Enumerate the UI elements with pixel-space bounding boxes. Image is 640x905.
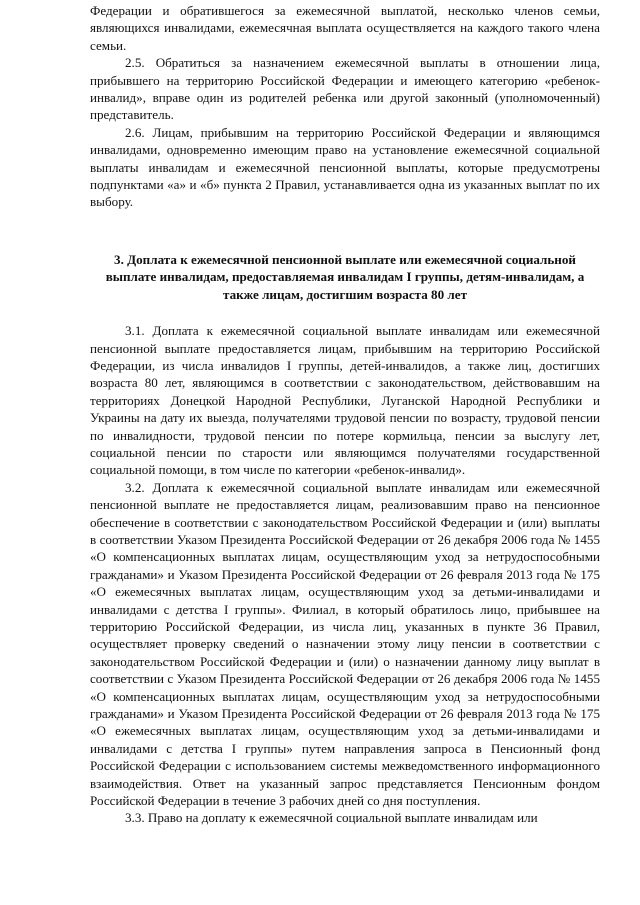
paragraph-2-5: 2.5. Обратиться за назначением ежемесячной выплаты в отношении лица, прибывшего на территорию Российской Федерации и имеющего категорию «ребенок-инвалид», вправе один из родителей ребенка или другой законный (уполномоченный) представитель. — [90, 55, 600, 123]
paragraph-2-4-continued: Федерации и обратившегося за ежемесячной выплатой, несколько членов семьи, являющихся инвалидами, ежемесячная выплата осуществляется на каждого такого члена семьи. — [90, 3, 600, 53]
section-spacer — [90, 211, 600, 251]
section-3-heading: 3. Доплата к ежемесячной пенсионной выплате или ежемесячной социальной выплате инвалидам, предоставляемая инвалидам I группы, детям-инвалидам, а также лицам, достигшим возраста 80 лет — [105, 251, 585, 302]
document-page — [90, 2, 600, 827]
paragraph-2-6: 2.6. Лицам, прибывшим на территорию Российской Федерации и являющимся инвалидами, одновременно имеющим право на установление ежемесячной социальной выплаты инвалидам и ежемесячной пенсионной выплаты, которые предусмотрены подпунктами «а» и «б» пункта 2 Правил, устанавливается одна из указанных выплат по их выбору. — [90, 124, 600, 210]
paragraph-3-1: 3.1. Доплата к ежемесячной социальной выплате инвалидам или ежемесячной пенсионной выплате предоставляется лицам, прибывшим на территорию Российской Федерации, из числа инвалидов I группы, детей-инвалидов, а также лиц, достигших возраста 80 лет, являющимся в соответствии с законодательством, действовавшим на территориях Донецкой Народной Республики, Луганской Народной Республики и Украины на дату их выезда, получателями трудовой пенсии по возрасту, трудовой пенсии по инвалидности, трудовой пенсии по потере кормильца, пенсии за выслугу лет, социальной пенсии по старости или являющимся получателями государственной социальной помощи, в том числе по категории «ребенок-инвалид». — [90, 323, 600, 478]
paragraph-3-3: 3.3. Право на доплату к ежемесячной социальной выплате инвалидам или — [125, 810, 538, 826]
paragraph-3-2: 3.2. Доплата к ежемесячной социальной выплате инвалидам или ежемесячной пенсионной выплате не предоставляется лицам, реализовавшим право на пенсионное обеспечение в соответствии с законодательством Российской Федерации и (или) выплаты в соответствии Указом Президента Российской Федерации от 26 декабря 2006 года № 1455 «О компенсационных выплатах лицам, осуществляющим уход за нетрудоспособными гражданами» и Указом Президента Российской Федерации от 26 февраля 2013 года № 175 «О ежемесячных выплатах лицам, осуществляющим уход за детьми-инвалидами и инвалидами с детства I группы». Филиал, в который обратилось лицо, прибывшее на территорию Российской Федерации, из числа лиц, указанных в пункте 36 Правил, осуществляет проверку сведений о назначении этому лицу пенсии в соответствии с законодательством Российской Федерации и (или) о назначении данному лицу выплат в соответствии с Указом Президента Российской Федерации от 26 декабря 2006 года № 1455 «О компенсационных выплатах лицам, осуществляющим уход за нетрудоспособными гражданами» и Указом Президента Российской Федерации от 26 февраля 2013 года № 175 «О ежемесячных выплатах лицам, осуществляющим уход за детьми-инвалидами и инвалидами с детства I группы» путем направления запроса в Пенсионный фонд Российской Федерации с использованием системы межведомственного информационного взаимодействия. Ответ на указанный запрос представляется Пенсионным фондом Российской Федерации в течение 3 рабочих дней со дня поступления. — [90, 479, 600, 809]
